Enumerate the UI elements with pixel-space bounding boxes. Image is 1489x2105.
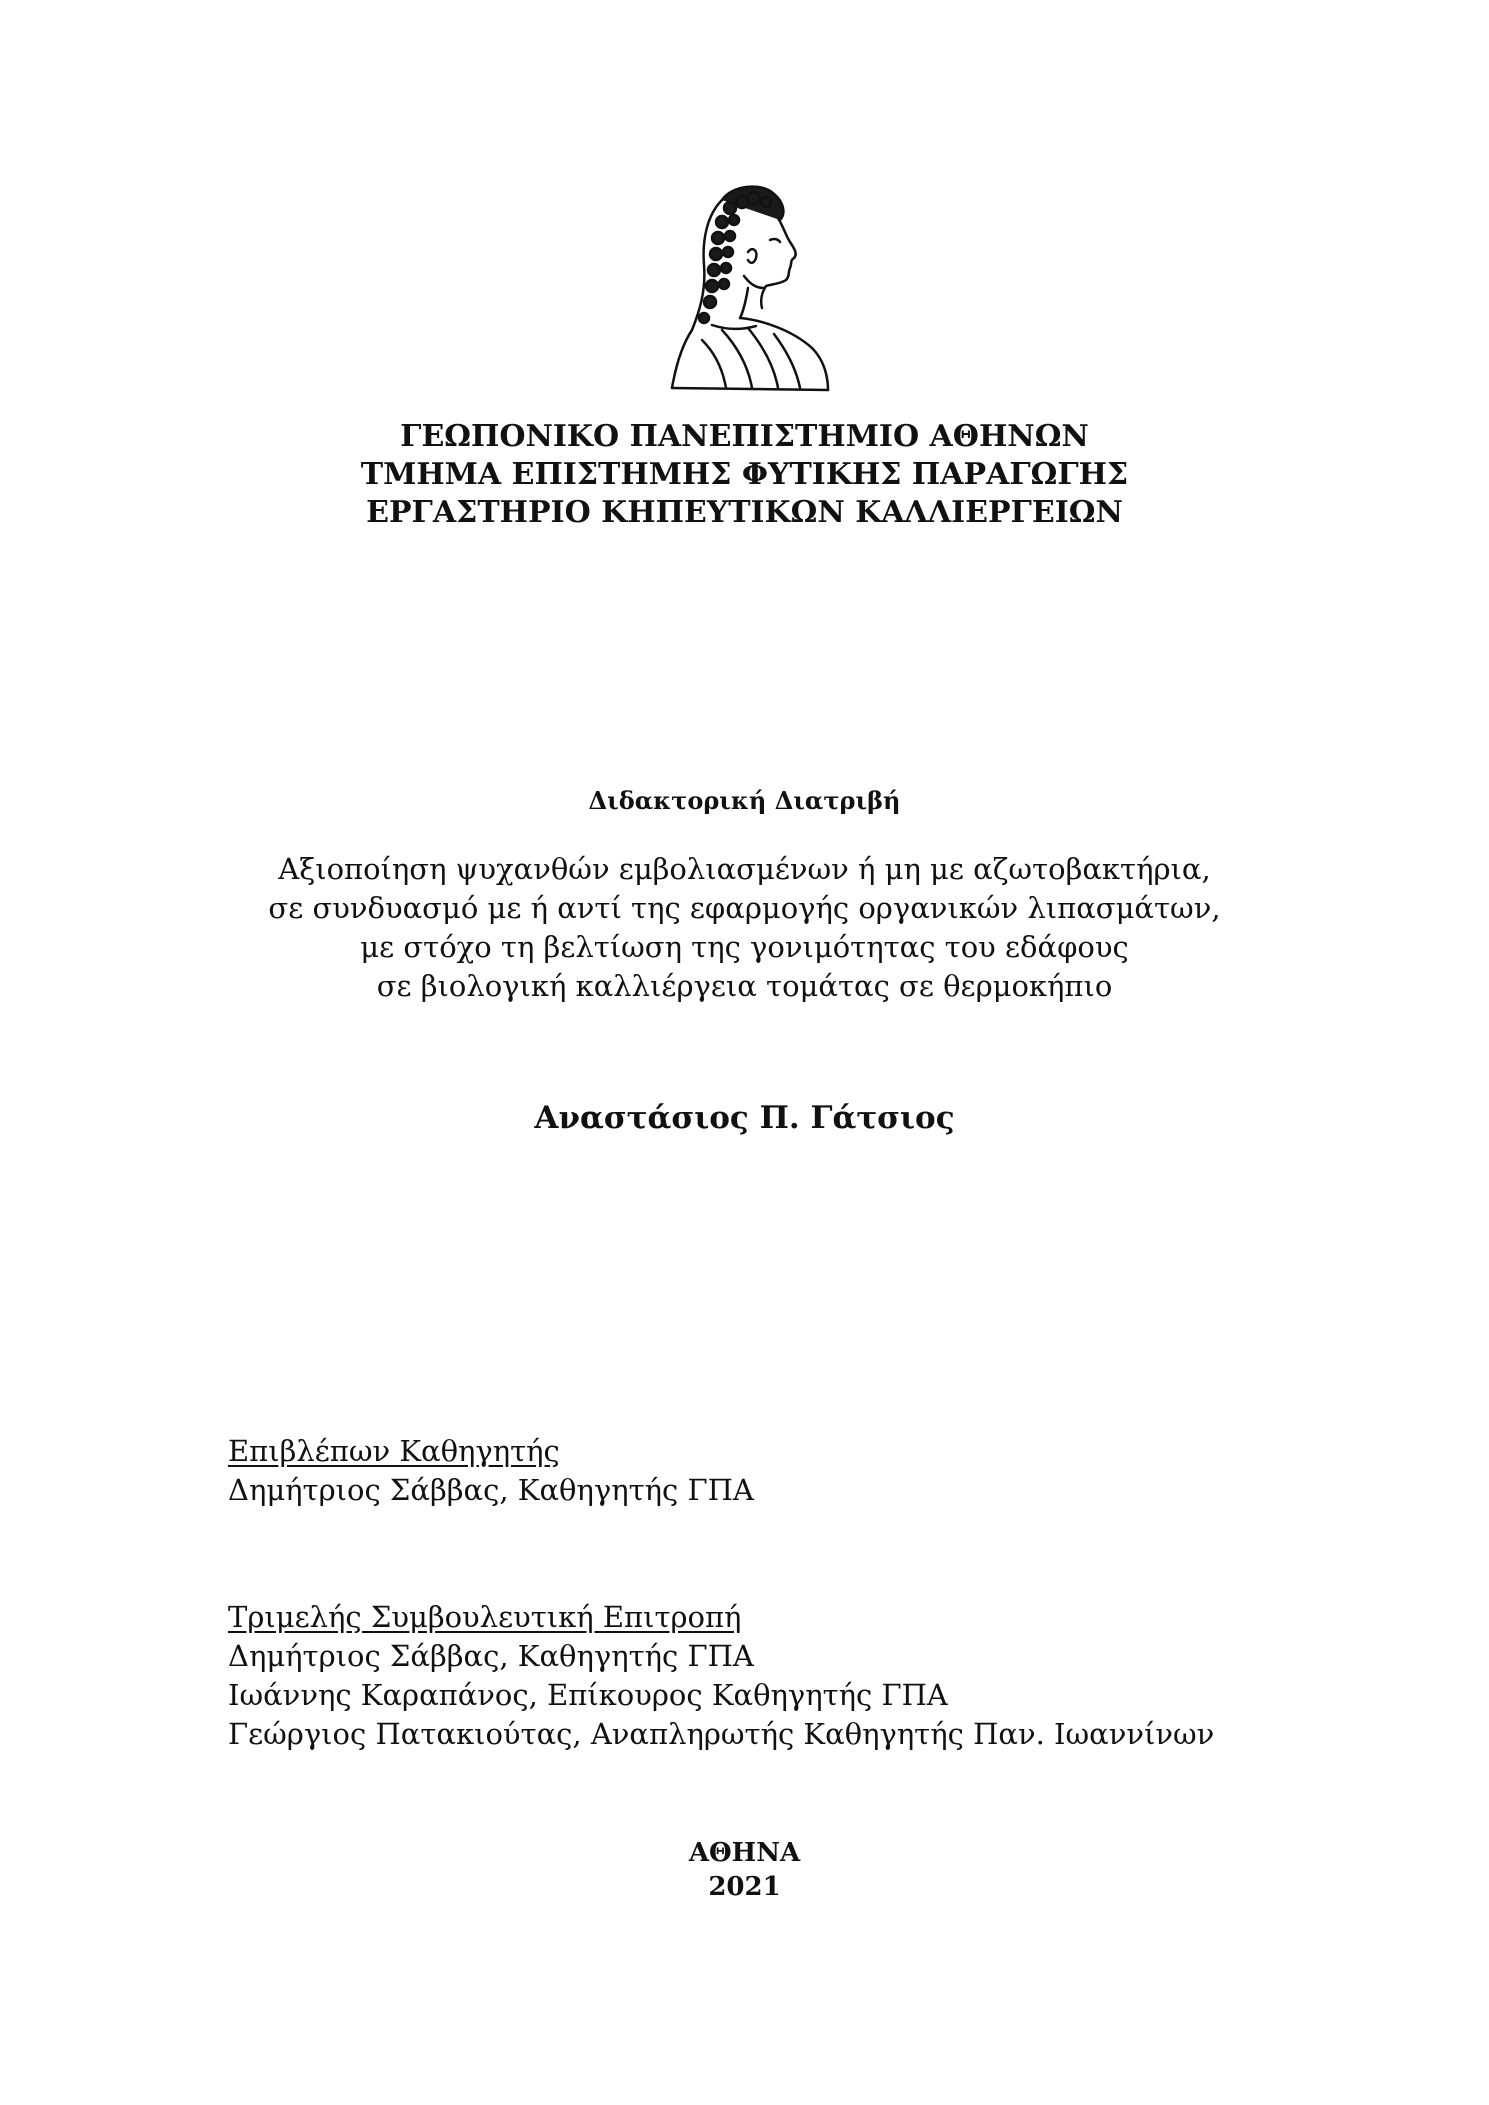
title-line: με στόχο τη βελτίωση της γονιμότητας του εδάφους: [360, 930, 1129, 964]
institution-header: [0, 418, 1489, 532]
committee-heading: Τριμελής Συμβουλευτική Επιτροπή: [228, 1600, 742, 1634]
supervisor-heading: Επιβλέπων Καθηγητής: [228, 1434, 560, 1468]
title-line: Αξιοποίηση ψυχανθών εμβολιασμένων ή μη με αζωτοβακτήρια,: [278, 852, 1211, 886]
year: 2021: [708, 1872, 781, 1902]
laboratory-name: ΕΡΓΑΣΤΗΡΙΟ ΚΗΠΕΥΤΙΚΩΝ ΚΑΛΛΙΕΡΓΕΙΩΝ: [366, 495, 1123, 530]
title-line: σε συνδυασμό με ή αντί της εφαρμογής οργανικών λιπασμάτων,: [268, 891, 1221, 925]
committee-member: Γεώργιος Πατακιούτας, Αναπληρωτής Καθηγητής Παν. Ιωαννίνων: [228, 1717, 1215, 1751]
document-type: Διδακτορική Διατριβή: [588, 786, 901, 815]
place: ΑΘΗΝΑ: [688, 1838, 801, 1868]
department-name: ΤΜΗΜΑ ΕΠΙΣΤΗΜΗΣ ΦΥΤΙΚΗΣ ΠΑΡΑΓΩΓΗΣ: [360, 457, 1129, 492]
committee-member: Δημήτριος Σάββας, Καθηγητής ΓΠΑ: [228, 1639, 754, 1673]
author-name: Αναστάσιος Π. Γάτσιος: [534, 1100, 955, 1136]
place-year: [0, 1836, 1489, 1904]
committee-member: Ιωάννης Καραπάνος, Επίκουρος Καθηγητής ΓΠΑ: [228, 1678, 948, 1712]
committee-section: [228, 1598, 1214, 1754]
supervisor-section: [228, 1432, 754, 1510]
title-line: σε βιολογική καλλιέργεια τομάτας σε θερμοκήπιο: [376, 969, 1113, 1003]
thesis-title: [0, 850, 1489, 1006]
supervisor-name: Δημήτριος Σάββας, Καθηγητής ΓΠΑ: [228, 1473, 754, 1507]
university-emblem-head-icon: [652, 180, 842, 395]
university-name: ΓΕΩΠΟΝΙΚΟ ΠΑΝΕΠΙΣΤΗΜΙΟ ΑΘΗΝΩΝ: [400, 419, 1089, 454]
